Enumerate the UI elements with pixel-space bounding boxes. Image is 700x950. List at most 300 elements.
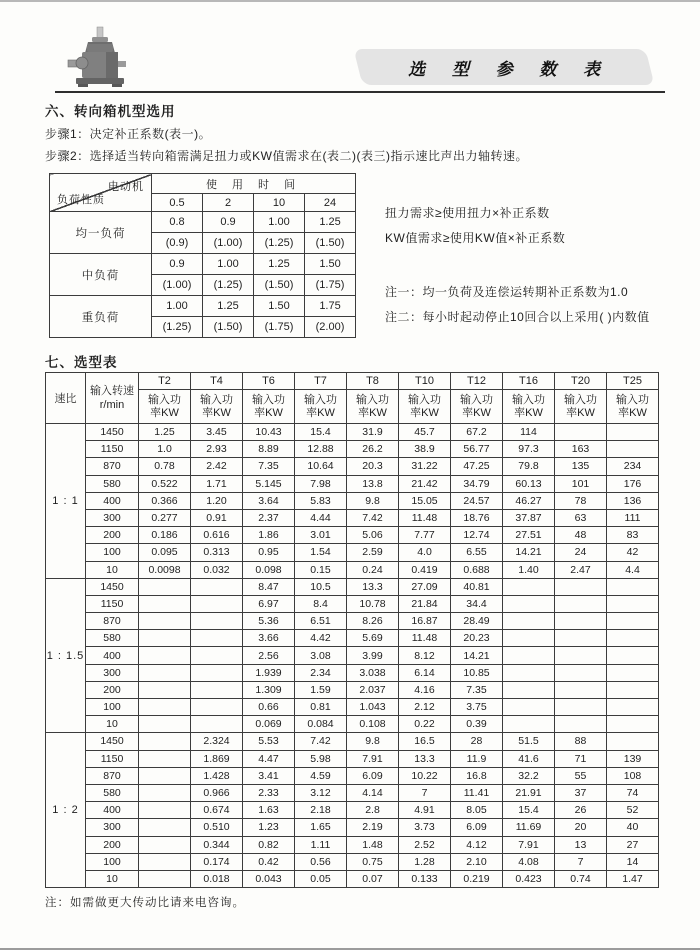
power-value-cell: 1.043 [347,699,399,716]
ratio-cell: 1 : 1 [46,424,86,579]
power-value-cell: 2.18 [295,802,347,819]
power-value-cell [139,613,191,630]
power-value-cell: 0.66 [243,699,295,716]
power-value-cell: 16.87 [399,613,451,630]
power-value-cell: 21.84 [399,595,451,612]
power-value-cell: 6.55 [451,544,503,561]
power-value-cell: 71 [555,750,607,767]
rpm-cell: 200 [86,527,139,544]
power-value-cell: 15.05 [399,492,451,509]
power-value-cell: 7.91 [347,750,399,767]
power-value-cell: 34.79 [451,475,503,492]
power-value-cell [503,613,555,630]
usage-time-header: 使 用 时 间 [152,174,356,194]
power-value-cell: 7 [555,853,607,870]
factor-value-paren: (0.9) [152,233,203,254]
power-value-cell: 78 [555,492,607,509]
power-header-line: 输入功 [408,393,441,406]
rpm-cell: 870 [86,613,139,630]
power-value-cell: 1.11 [295,836,347,853]
rpm-cell: 400 [86,647,139,664]
power-value-cell: 1.54 [295,544,347,561]
power-value-cell: 4.59 [295,767,347,784]
power-value-cell: 6.14 [399,664,451,681]
power-value-cell: 20 [555,819,607,836]
power-header-line: 率KW [618,406,647,419]
power-value-cell: 176 [607,475,659,492]
power-header [451,390,503,424]
power-value-cell: 2.037 [347,681,399,698]
power-value-cell: 12.88 [295,441,347,458]
power-value-cell: 3.12 [295,784,347,801]
selection-table [45,372,659,888]
power-value-cell: 3.45 [191,424,243,441]
power-value-cell: 7.42 [347,509,399,526]
power-value-cell [555,630,607,647]
power-header-line: 率KW [150,406,179,419]
input-speed-label: 输入转速 [90,385,134,397]
power-value-cell [139,784,191,801]
power-value-cell: 2.8 [347,802,399,819]
power-header [399,390,451,424]
power-value-cell [503,630,555,647]
power-value-cell: 38.9 [399,441,451,458]
power-value-cell: 32.2 [503,767,555,784]
factor-value-paren: (1.25) [254,233,305,254]
power-value-cell: 9.8 [347,733,399,750]
power-value-cell: 1.86 [243,527,295,544]
power-value-cell: 0.75 [347,853,399,870]
power-value-cell [503,595,555,612]
power-header [295,390,347,424]
power-value-cell: 51.5 [503,733,555,750]
power-value-cell: 114 [503,424,555,441]
power-value-cell: 67.2 [451,424,503,441]
rpm-cell: 1450 [86,733,139,750]
power-header-line: 输入功 [356,393,389,406]
factor-value: 0.9 [152,254,203,275]
rpm-cell: 10 [86,870,139,887]
usage-time-value: 2 [203,194,254,212]
power-value-cell: 1.28 [399,853,451,870]
power-value-cell [191,630,243,647]
power-value-cell [139,681,191,698]
model-header: T8 [347,373,399,390]
power-value-cell: 7 [399,784,451,801]
rpm-cell: 300 [86,509,139,526]
factor-value-paren: (1.50) [305,233,356,254]
factor-value-paren: (1.25) [152,317,203,338]
input-speed-header [86,373,139,424]
power-value-cell [607,647,659,664]
factor-value: 1.50 [305,254,356,275]
rpm-cell: 100 [86,853,139,870]
model-header: T10 [399,373,451,390]
factor-value: 1.25 [254,254,305,275]
power-value-cell [139,595,191,612]
power-value-cell: 1.59 [295,681,347,698]
power-value-cell: 9.8 [347,492,399,509]
power-value-cell [139,630,191,647]
factor-value-paren: (1.00) [152,275,203,296]
power-header-line: 率KW [254,406,283,419]
power-value-cell: 16.5 [399,733,451,750]
power-value-cell: 2.93 [191,441,243,458]
power-value-cell: 2.42 [191,458,243,475]
power-value-cell: 0.510 [191,819,243,836]
power-value-cell [139,578,191,595]
power-value-cell: 45.7 [399,424,451,441]
power-value-cell: 8.4 [295,595,347,612]
selection-row [46,750,659,767]
power-value-cell: 10.64 [295,458,347,475]
selection-row [46,544,659,561]
power-value-cell [607,424,659,441]
power-value-cell: 1.40 [503,561,555,578]
model-header: T25 [607,373,659,390]
power-value-cell: 74 [607,784,659,801]
factor-value-paren: (1.75) [305,275,356,296]
power-value-cell: 79.8 [503,458,555,475]
selection-row [46,509,659,526]
load-type-label: 重负荷 [50,296,152,338]
load-type-label: 均一负荷 [50,212,152,254]
power-value-cell [555,424,607,441]
factor-value-paren: (1.50) [254,275,305,296]
power-value-cell: 1.25 [139,424,191,441]
selection-row [46,784,659,801]
power-value-cell [191,681,243,698]
rpm-cell: 10 [86,716,139,733]
ratio-cell: 1 : 1.5 [46,578,86,733]
power-value-cell: 28 [451,733,503,750]
power-value-cell [555,664,607,681]
power-value-cell: 1.20 [191,492,243,509]
power-value-cell: 11.48 [399,509,451,526]
power-header [347,390,399,424]
rpm-cell: 400 [86,802,139,819]
usage-time-value: 24 [305,194,356,212]
power-value-cell: 21.91 [503,784,555,801]
power-value-cell: 2.59 [347,544,399,561]
power-value-cell: 24 [555,544,607,561]
power-value-cell: 1.48 [347,836,399,853]
power-value-cell: 6.97 [243,595,295,612]
power-value-cell: 1.939 [243,664,295,681]
model-header-row [46,373,659,390]
gearbox-icon [58,26,142,90]
power-value-cell [139,733,191,750]
factor-value: 1.00 [203,254,254,275]
power-value-cell: 2.33 [243,784,295,801]
correction-factor-table [49,173,356,338]
selection-row [46,716,659,733]
power-value-cell: 26.2 [347,441,399,458]
selection-row [46,458,659,475]
power-value-cell: 108 [607,767,659,784]
selection-row [46,733,659,750]
power-value-cell [191,716,243,733]
power-value-cell [607,681,659,698]
power-value-cell: 13.3 [347,578,399,595]
power-value-cell: 163 [555,441,607,458]
power-value-cell: 27.51 [503,527,555,544]
power-value-cell [139,802,191,819]
factor-value: 0.8 [152,212,203,233]
selection-row [46,767,659,784]
power-value-cell: 5.36 [243,613,295,630]
power-value-cell: 0.186 [139,527,191,544]
power-value-cell: 10.22 [399,767,451,784]
power-value-cell: 4.0 [399,544,451,561]
power-value-cell: 5.83 [295,492,347,509]
power-value-cell: 7.77 [399,527,451,544]
power-value-cell [503,664,555,681]
power-value-cell: 42 [607,544,659,561]
power-value-cell: 46.27 [503,492,555,509]
ratio-cell: 1 : 2 [46,733,86,888]
diagonal-header-cell [50,174,152,212]
power-header-line: 率KW [410,406,439,419]
power-value-cell: 7.91 [503,836,555,853]
power-value-cell: 2.12 [399,699,451,716]
header-divider [55,91,665,93]
load-type-label: 中负荷 [50,254,152,296]
power-header-line: 输入功 [616,393,649,406]
selection-row [46,870,659,887]
selection-row [46,836,659,853]
power-value-cell: 21.42 [399,475,451,492]
power-value-cell: 0.78 [139,458,191,475]
factor-value: 0.9 [203,212,254,233]
power-header [191,390,243,424]
power-value-cell: 8.12 [399,647,451,664]
power-value-cell: 48 [555,527,607,544]
power-value-cell: 10.85 [451,664,503,681]
rpm-cell: 870 [86,458,139,475]
power-value-cell [139,750,191,767]
power-value-cell: 2.47 [555,561,607,578]
factor-value: 1.50 [254,296,305,317]
power-value-cell: 97.3 [503,441,555,458]
power-value-cell: 5.53 [243,733,295,750]
power-value-cell [139,664,191,681]
power-value-cell [191,613,243,630]
selection-row [46,492,659,509]
power-value-cell: 0.043 [243,870,295,887]
power-value-cell: 3.73 [399,819,451,836]
power-value-cell: 0.24 [347,561,399,578]
selection-row [46,802,659,819]
power-value-cell: 0.174 [191,853,243,870]
power-value-cell: 0.277 [139,509,191,526]
power-header-line: 率KW [566,406,595,419]
power-header-line: 输入功 [148,393,181,406]
power-value-cell [191,664,243,681]
power-value-cell: 14.21 [503,544,555,561]
power-value-cell [139,716,191,733]
rpm-cell: 400 [86,492,139,509]
power-value-cell: 7.98 [295,475,347,492]
power-value-cell [555,716,607,733]
power-value-cell: 8.05 [451,802,503,819]
power-value-cell: 52 [607,802,659,819]
footer-note: 注：如需做更大传动比请来电咨询。 [45,897,245,909]
power-value-cell: 24.57 [451,492,503,509]
power-value-cell: 2.10 [451,853,503,870]
power-value-cell: 15.4 [503,802,555,819]
power-value-cell: 111 [607,509,659,526]
power-header-line: 输入功 [512,393,545,406]
power-header [243,390,295,424]
power-value-cell: 3.41 [243,767,295,784]
power-value-cell: 5.69 [347,630,399,647]
power-header-line: 输入功 [304,393,337,406]
power-value-cell: 83 [607,527,659,544]
power-value-cell: 20.3 [347,458,399,475]
factor-value-paren: (1.00) [203,233,254,254]
power-value-cell: 0.032 [191,561,243,578]
power-value-cell: 3.01 [295,527,347,544]
power-value-cell: 0.098 [243,561,295,578]
power-value-cell: 0.423 [503,870,555,887]
power-value-cell: 40 [607,819,659,836]
section6-step2: 步骤2：选择适当转向箱需满足扭力或KW值需求在(表二)(表三)指示速比声出力轴转速。 [45,149,528,163]
power-value-cell: 41.6 [503,750,555,767]
motor-label: 电动机 [108,181,144,193]
power-value-cell [607,664,659,681]
power-value-cell: 1.63 [243,802,295,819]
power-value-cell: 0.674 [191,802,243,819]
power-value-cell: 3.66 [243,630,295,647]
power-value-cell [503,699,555,716]
power-value-cell: 3.99 [347,647,399,664]
power-header-line: 率KW [462,406,491,419]
power-value-cell: 0.74 [555,870,607,887]
factor-value-paren: (1.75) [254,317,305,338]
rpm-cell: 1150 [86,595,139,612]
rpm-cell: 100 [86,544,139,561]
factor-value: 1.25 [203,296,254,317]
section6-step1: 步骤1：决定补正系数(表一)。 [45,127,212,141]
power-header-line: 输入功 [564,393,597,406]
power-value-cell: 1.428 [191,767,243,784]
power-value-cell: 1.869 [191,750,243,767]
power-value-cell: 0.522 [139,475,191,492]
load-nature-label: 负荷性质 [57,194,105,206]
power-value-cell: 27 [607,836,659,853]
power-value-cell: 0.0098 [139,561,191,578]
power-value-cell: 0.05 [295,870,347,887]
factor-value-paren: (2.00) [305,317,356,338]
power-value-cell: 0.07 [347,870,399,887]
power-value-cell: 55 [555,767,607,784]
power-value-cell: 13.8 [347,475,399,492]
power-value-cell: 136 [607,492,659,509]
power-value-cell: 11.69 [503,819,555,836]
power-value-cell [555,595,607,612]
rpm-cell: 580 [86,630,139,647]
power-value-cell: 0.82 [243,836,295,853]
power-header [503,390,555,424]
power-header-line: 率KW [202,406,231,419]
selection-row [46,819,659,836]
power-value-cell: 4.47 [243,750,295,767]
power-value-cell [191,699,243,716]
torque-formula: 扭力需求≥使用扭力×补正系数 [385,206,550,220]
power-value-cell: 7.42 [295,733,347,750]
power-value-cell: 18.76 [451,509,503,526]
gearbox-logo [58,26,142,90]
power-value-cell [555,613,607,630]
rpm-cell: 580 [86,784,139,801]
power-value-cell: 3.08 [295,647,347,664]
rpm-cell: 1150 [86,750,139,767]
power-value-cell [607,578,659,595]
power-header-line: 率KW [306,406,335,419]
power-value-cell: 26 [555,802,607,819]
note-two: 注二：每小时起动停止10回合以上采用( )内数值 [385,310,650,324]
rpm-cell: 100 [86,699,139,716]
power-value-cell: 2.37 [243,509,295,526]
power-value-cell: 63 [555,509,607,526]
selection-row [46,664,659,681]
load-row [50,296,356,317]
rpm-cell: 580 [86,475,139,492]
power-value-cell [607,716,659,733]
power-value-cell [139,767,191,784]
rpm-cell: 10 [86,561,139,578]
power-value-cell [607,699,659,716]
kw-formula: KW值需求≥使用KW值×补正系数 [385,231,566,245]
power-value-cell [139,819,191,836]
factor-value-paren: (1.50) [203,317,254,338]
power-value-cell: 88 [555,733,607,750]
power-header [607,390,659,424]
power-value-cell: 0.108 [347,716,399,733]
power-value-cell: 0.018 [191,870,243,887]
power-value-cell: 11.9 [451,750,503,767]
power-value-cell: 4.08 [503,853,555,870]
power-value-cell: 0.688 [451,561,503,578]
power-value-cell: 1.0 [139,441,191,458]
power-header-line: 输入功 [200,393,233,406]
power-value-cell: 0.966 [191,784,243,801]
selection-row [46,613,659,630]
power-value-cell: 0.22 [399,716,451,733]
selection-row [46,630,659,647]
factor-value: 1.00 [152,296,203,317]
model-header: T12 [451,373,503,390]
power-value-cell: 6.51 [295,613,347,630]
power-value-cell [191,595,243,612]
power-value-cell [607,630,659,647]
power-value-cell: 31.9 [347,424,399,441]
power-value-cell [139,699,191,716]
power-value-cell: 15.4 [295,424,347,441]
power-value-cell: 27.09 [399,578,451,595]
power-value-cell: 0.91 [191,509,243,526]
power-value-cell: 8.26 [347,613,399,630]
selection-row [46,561,659,578]
power-value-cell: 11.48 [399,630,451,647]
power-value-cell: 234 [607,458,659,475]
power-header-line: 输入功 [252,393,285,406]
rpm-cell: 1150 [86,441,139,458]
power-value-cell: 0.095 [139,544,191,561]
power-value-cell: 10.5 [295,578,347,595]
power-value-cell [503,681,555,698]
